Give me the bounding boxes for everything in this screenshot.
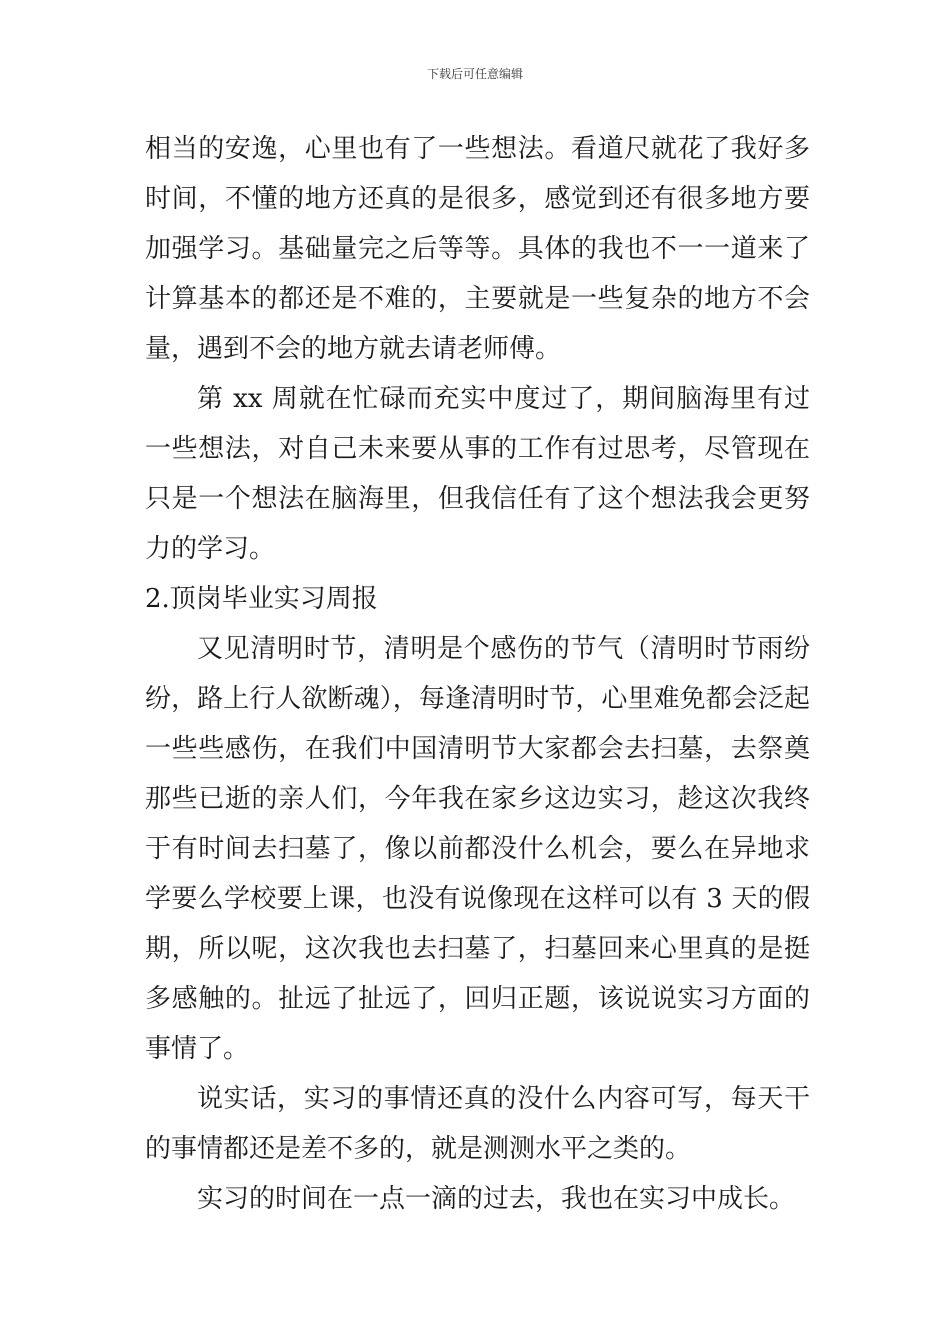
page-header-note: 下载后可任意编辑 (426, 67, 523, 81)
paragraph-2: 第 xx 周就在忙碌而充实中度过了，期间脑海里有过一些想法，对自己未来要从事的工作有过思考，尽管现在只是一个想法在脑海里，但我信任有了这个想法我会更努力的学习。 (145, 384, 810, 564)
section-heading: 2.顶岗毕业实习周报 (145, 584, 378, 614)
paragraph-1: 相当的安逸，心里也有了一些想法。看道尺就花了我好多时间，不懂的地方还真的是很多，感觉到还有很多地方要加强学习。基础量完之后等等。具体的我也不一一道来了计算基本的都还是不难的，主要就是一些复杂的地方不会量，遇到不会的地方就去请老师傅。 (145, 134, 810, 364)
document-body (145, 124, 810, 1224)
paragraph-4: 说实话，实习的事情还真的没什么内容可写，每天干的事情都还是差不多的，就是测测水平之类的。 (145, 1084, 810, 1164)
paragraph-5: 实习的时间在一点一滴的过去，我也在实习中成长。 (197, 1184, 796, 1214)
paragraph-3: 又见清明时节，清明是个感伤的节气（清明时节雨纷纷，路上行人欲断魂），每逢清明时节，心里难免都会泛起一些些感伤，在我们中国清明节大家都会去扫墓，去祭奠那些已逝的亲人们，今年我在家乡这边实习，趁这次我终于有时间去扫墓了，像以前都没什么机会，要么在异地求学要么学校要上课，也没有说像现在这样可以有 3 天的假期，所以呢，这次我也去扫墓了，扫墓回来心里真的是挺多感触的。扯远了扯远了，回归正题，该说说实习方面的事情了。 (145, 634, 810, 1064)
